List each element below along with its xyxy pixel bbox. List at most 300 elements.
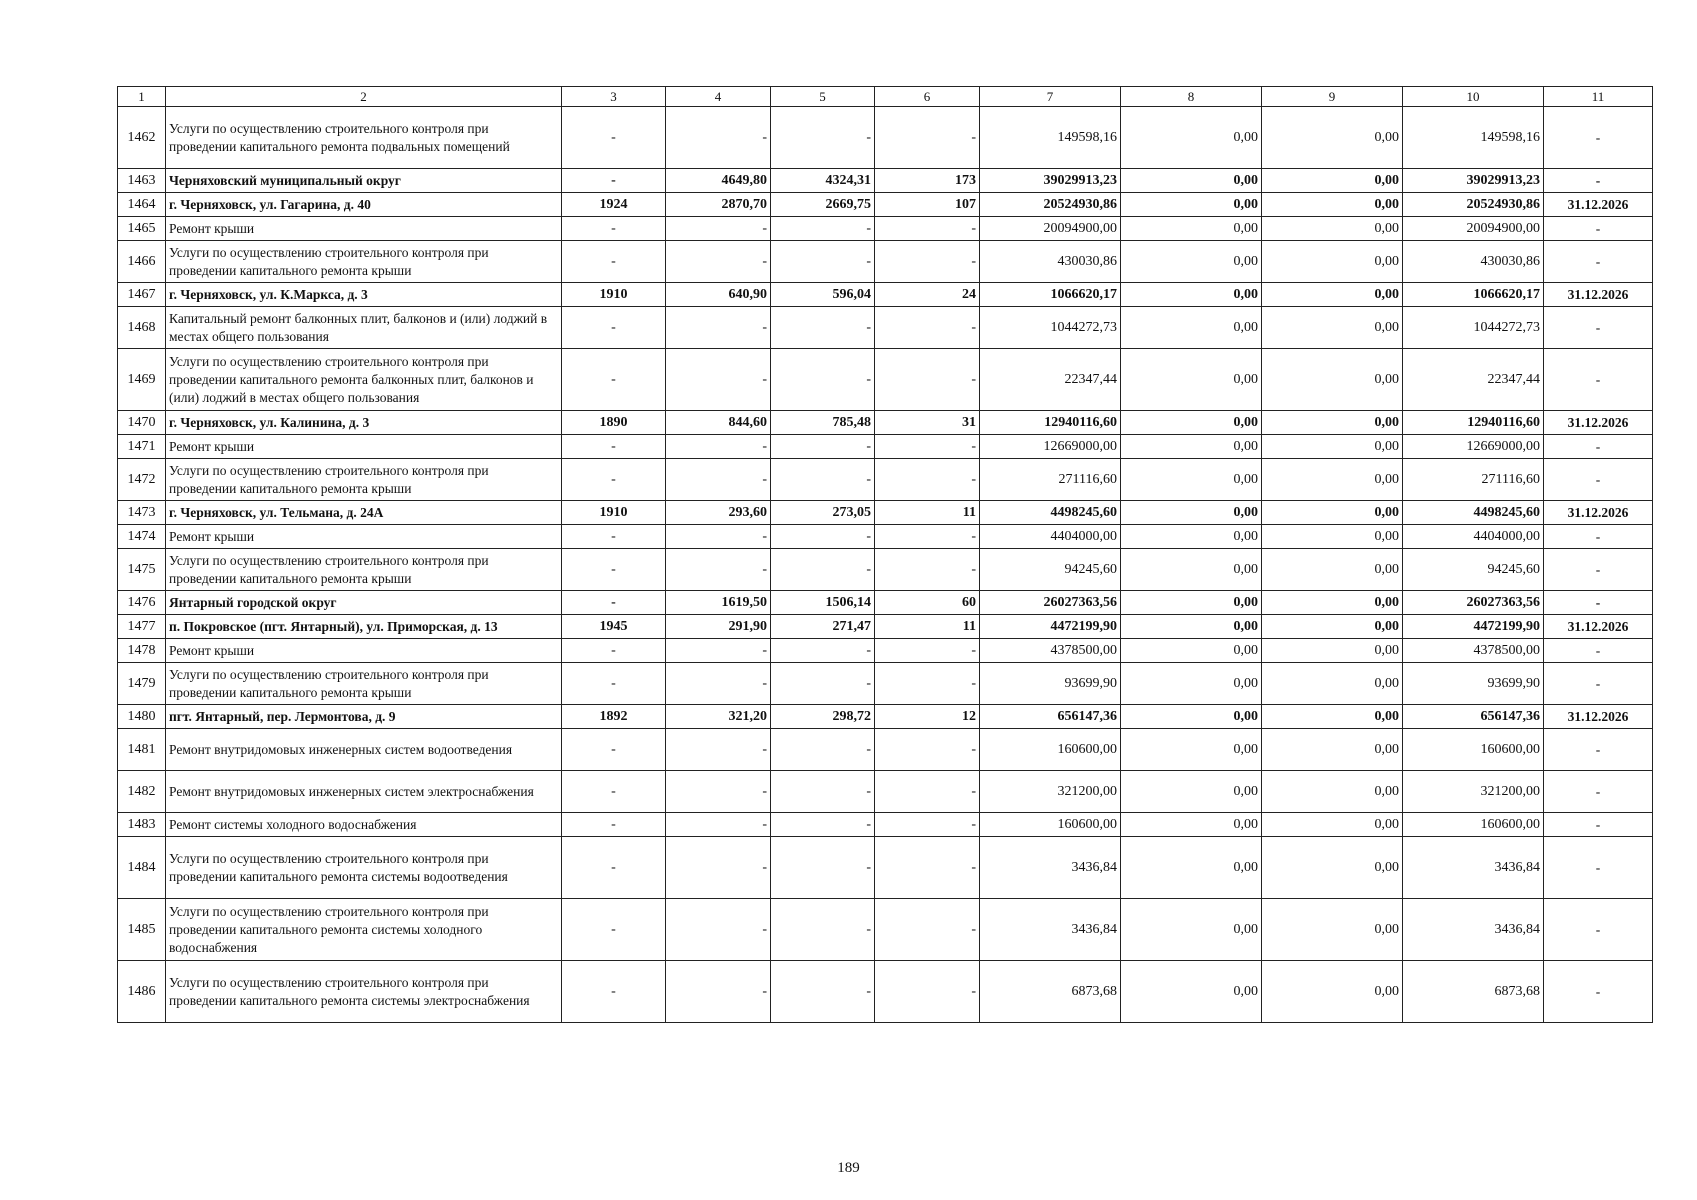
residents-count: -: [875, 729, 980, 771]
item-name: Ремонт крыши: [166, 525, 562, 549]
total-cost: 160600,00: [980, 729, 1121, 771]
build-year: 1910: [562, 283, 666, 307]
table-row: [118, 615, 1653, 639]
item-name: г. Черняховск, ул. К.Маркса, д. 3: [166, 283, 562, 307]
build-year: -: [562, 107, 666, 169]
row-number: 1462: [118, 107, 166, 169]
living-area: -: [771, 241, 875, 283]
residents-count: -: [875, 349, 980, 411]
table-row: [118, 899, 1653, 961]
living-area: -: [771, 307, 875, 349]
table-row: [118, 771, 1653, 813]
living-area: -: [771, 961, 875, 1023]
completion-date: -: [1544, 217, 1653, 241]
total-cost: 26027363,56: [980, 591, 1121, 615]
completion-date: 31.12.2026: [1544, 615, 1653, 639]
completion-date: -: [1544, 241, 1653, 283]
total-area: -: [666, 459, 771, 501]
total-area: -: [666, 837, 771, 899]
total-area: 4649,80: [666, 169, 771, 193]
completion-date: -: [1544, 771, 1653, 813]
item-name: Услуги по осуществлению строительного контроля при проведении капитального ремонта системы водоотведения: [166, 837, 562, 899]
residents-count: -: [875, 107, 980, 169]
living-area: 785,48: [771, 411, 875, 435]
column-number: 6: [875, 87, 980, 107]
build-year: -: [562, 459, 666, 501]
table-row: [118, 729, 1653, 771]
row-number: 1471: [118, 435, 166, 459]
completion-date: -: [1544, 435, 1653, 459]
row-number: 1470: [118, 411, 166, 435]
column-number: 4: [666, 87, 771, 107]
build-year: -: [562, 771, 666, 813]
row-number: 1479: [118, 663, 166, 705]
total-area: -: [666, 961, 771, 1023]
owner-funds: 1066620,17: [1403, 283, 1544, 307]
living-area: -: [771, 525, 875, 549]
row-number: 1467: [118, 283, 166, 307]
owner-funds: 93699,90: [1403, 663, 1544, 705]
fund-1: 0,00: [1121, 501, 1262, 525]
page-number: 189: [837, 1160, 860, 1176]
total-cost: 4404000,00: [980, 525, 1121, 549]
item-name: Ремонт внутридомовых инженерных систем водоотведения: [166, 729, 562, 771]
table-row: [118, 813, 1653, 837]
completion-date: 31.12.2026: [1544, 501, 1653, 525]
total-area: 2870,70: [666, 193, 771, 217]
fund-1: 0,00: [1121, 837, 1262, 899]
build-year: -: [562, 663, 666, 705]
living-area: 2669,75: [771, 193, 875, 217]
fund-1: 0,00: [1121, 349, 1262, 411]
build-year: -: [562, 217, 666, 241]
item-name: Услуги по осуществлению строительного контроля при проведении капитального ремонта крыши: [166, 459, 562, 501]
item-name: п. Покровское (пгт. Янтарный), ул. Приморская, д. 13: [166, 615, 562, 639]
row-number: 1473: [118, 501, 166, 525]
total-cost: 4472199,90: [980, 615, 1121, 639]
total-cost: 22347,44: [980, 349, 1121, 411]
owner-funds: 12669000,00: [1403, 435, 1544, 459]
owner-funds: 149598,16: [1403, 107, 1544, 169]
living-area: -: [771, 899, 875, 961]
residents-count: 60: [875, 591, 980, 615]
fund-1: 0,00: [1121, 591, 1262, 615]
owner-funds: 22347,44: [1403, 349, 1544, 411]
fund-1: 0,00: [1121, 549, 1262, 591]
residents-count: -: [875, 525, 980, 549]
total-cost: 20524930,86: [980, 193, 1121, 217]
fund-1: 0,00: [1121, 813, 1262, 837]
fund-1: 0,00: [1121, 705, 1262, 729]
row-number: 1484: [118, 837, 166, 899]
completion-date: -: [1544, 663, 1653, 705]
total-cost: 321200,00: [980, 771, 1121, 813]
table-row: [118, 663, 1653, 705]
completion-date: -: [1544, 639, 1653, 663]
item-name: пгт. Янтарный, пер. Лермонтова, д. 9: [166, 705, 562, 729]
fund-2: 0,00: [1262, 813, 1403, 837]
item-name: г. Черняховск, ул. Тельмана, д. 24А: [166, 501, 562, 525]
total-cost: 271116,60: [980, 459, 1121, 501]
fund-2: 0,00: [1262, 459, 1403, 501]
residents-count: -: [875, 549, 980, 591]
row-number: 1468: [118, 307, 166, 349]
fund-1: 0,00: [1121, 729, 1262, 771]
column-number-row: [118, 87, 1653, 107]
build-year: -: [562, 899, 666, 961]
row-number: 1472: [118, 459, 166, 501]
owner-funds: 321200,00: [1403, 771, 1544, 813]
owner-funds: 12940116,60: [1403, 411, 1544, 435]
row-number: 1486: [118, 961, 166, 1023]
total-area: -: [666, 349, 771, 411]
fund-2: 0,00: [1262, 639, 1403, 663]
table-row: [118, 435, 1653, 459]
residents-count: -: [875, 435, 980, 459]
table-row: [118, 169, 1653, 193]
residents-count: 24: [875, 283, 980, 307]
completion-date: -: [1544, 107, 1653, 169]
living-area: 298,72: [771, 705, 875, 729]
owner-funds: 430030,86: [1403, 241, 1544, 283]
table-row: [118, 591, 1653, 615]
fund-1: 0,00: [1121, 193, 1262, 217]
fund-1: 0,00: [1121, 899, 1262, 961]
build-year: -: [562, 307, 666, 349]
fund-2: 0,00: [1262, 899, 1403, 961]
fund-2: 0,00: [1262, 217, 1403, 241]
total-cost: 4378500,00: [980, 639, 1121, 663]
owner-funds: 3436,84: [1403, 837, 1544, 899]
residents-count: -: [875, 639, 980, 663]
owner-funds: 94245,60: [1403, 549, 1544, 591]
table-row: [118, 459, 1653, 501]
table-row: [118, 639, 1653, 663]
build-year: 1945: [562, 615, 666, 639]
item-name: г. Черняховск, ул. Гагарина, д. 40: [166, 193, 562, 217]
owner-funds: 160600,00: [1403, 729, 1544, 771]
table-row: [118, 549, 1653, 591]
row-number: 1465: [118, 217, 166, 241]
column-number: 7: [980, 87, 1121, 107]
fund-2: 0,00: [1262, 411, 1403, 435]
residents-count: 12: [875, 705, 980, 729]
fund-2: 0,00: [1262, 169, 1403, 193]
total-cost: 3436,84: [980, 837, 1121, 899]
total-cost: 94245,60: [980, 549, 1121, 591]
item-name: Услуги по осуществлению строительного контроля при проведении капитального ремонта балконных плит, балконов и (или) лоджий в местах общего пользования: [166, 349, 562, 411]
living-area: 271,47: [771, 615, 875, 639]
owner-funds: 20524930,86: [1403, 193, 1544, 217]
residents-count: 173: [875, 169, 980, 193]
completion-date: -: [1544, 899, 1653, 961]
residents-count: -: [875, 961, 980, 1023]
owner-funds: 4404000,00: [1403, 525, 1544, 549]
fund-2: 0,00: [1262, 525, 1403, 549]
total-area: -: [666, 899, 771, 961]
fund-2: 0,00: [1262, 107, 1403, 169]
total-area: -: [666, 241, 771, 283]
item-name: Ремонт крыши: [166, 217, 562, 241]
completion-date: -: [1544, 837, 1653, 899]
fund-1: 0,00: [1121, 663, 1262, 705]
total-area: -: [666, 435, 771, 459]
living-area: -: [771, 639, 875, 663]
completion-date: -: [1544, 169, 1653, 193]
completion-date: 31.12.2026: [1544, 705, 1653, 729]
completion-date: 31.12.2026: [1544, 283, 1653, 307]
fund-2: 0,00: [1262, 615, 1403, 639]
residents-count: -: [875, 459, 980, 501]
program-table: [117, 86, 1653, 1023]
completion-date: 31.12.2026: [1544, 411, 1653, 435]
row-number: 1475: [118, 549, 166, 591]
item-name: Ремонт системы холодного водоснабжения: [166, 813, 562, 837]
build-year: -: [562, 241, 666, 283]
total-cost: 39029913,23: [980, 169, 1121, 193]
total-area: -: [666, 307, 771, 349]
total-area: -: [666, 639, 771, 663]
table-row: [118, 107, 1653, 169]
fund-1: 0,00: [1121, 525, 1262, 549]
total-area: -: [666, 813, 771, 837]
residents-count: -: [875, 813, 980, 837]
total-area: -: [666, 217, 771, 241]
total-area: -: [666, 525, 771, 549]
total-cost: 20094900,00: [980, 217, 1121, 241]
row-number: 1483: [118, 813, 166, 837]
fund-1: 0,00: [1121, 307, 1262, 349]
fund-2: 0,00: [1262, 549, 1403, 591]
total-area: 1619,50: [666, 591, 771, 615]
total-area: -: [666, 771, 771, 813]
build-year: -: [562, 435, 666, 459]
living-area: -: [771, 771, 875, 813]
living-area: -: [771, 837, 875, 899]
total-area: 293,60: [666, 501, 771, 525]
total-area: 640,90: [666, 283, 771, 307]
table-row: [118, 307, 1653, 349]
column-number: 2: [166, 87, 562, 107]
residents-count: -: [875, 307, 980, 349]
owner-funds: 4378500,00: [1403, 639, 1544, 663]
table-row: [118, 349, 1653, 411]
column-number: 9: [1262, 87, 1403, 107]
completion-date: -: [1544, 525, 1653, 549]
fund-2: 0,00: [1262, 591, 1403, 615]
completion-date: -: [1544, 459, 1653, 501]
owner-funds: 20094900,00: [1403, 217, 1544, 241]
item-name: Услуги по осуществлению строительного контроля при проведении капитального ремонта системы холодного водоснабжения: [166, 899, 562, 961]
owner-funds: 39029913,23: [1403, 169, 1544, 193]
residents-count: -: [875, 899, 980, 961]
fund-1: 0,00: [1121, 241, 1262, 283]
row-number: 1466: [118, 241, 166, 283]
owner-funds: 656147,36: [1403, 705, 1544, 729]
total-cost: 3436,84: [980, 899, 1121, 961]
residents-count: 11: [875, 501, 980, 525]
row-number: 1476: [118, 591, 166, 615]
build-year: -: [562, 729, 666, 771]
build-year: 1924: [562, 193, 666, 217]
build-year: -: [562, 813, 666, 837]
fund-2: 0,00: [1262, 241, 1403, 283]
total-area: 321,20: [666, 705, 771, 729]
living-area: -: [771, 349, 875, 411]
owner-funds: 6873,68: [1403, 961, 1544, 1023]
table-row: [118, 837, 1653, 899]
row-number: 1482: [118, 771, 166, 813]
living-area: 596,04: [771, 283, 875, 307]
row-number: 1478: [118, 639, 166, 663]
living-area: -: [771, 813, 875, 837]
living-area: -: [771, 459, 875, 501]
total-area: -: [666, 663, 771, 705]
completion-date: -: [1544, 813, 1653, 837]
item-name: Янтарный городской округ: [166, 591, 562, 615]
column-number: 11: [1544, 87, 1653, 107]
fund-1: 0,00: [1121, 283, 1262, 307]
living-area: 1506,14: [771, 591, 875, 615]
total-cost: 656147,36: [980, 705, 1121, 729]
build-year: -: [562, 639, 666, 663]
fund-1: 0,00: [1121, 771, 1262, 813]
residents-count: -: [875, 771, 980, 813]
build-year: -: [562, 961, 666, 1023]
build-year: -: [562, 525, 666, 549]
table-row: [118, 501, 1653, 525]
living-area: -: [771, 435, 875, 459]
item-name: Черняховский муниципальный округ: [166, 169, 562, 193]
fund-2: 0,00: [1262, 771, 1403, 813]
total-area: 291,90: [666, 615, 771, 639]
fund-1: 0,00: [1121, 961, 1262, 1023]
item-name: Услуги по осуществлению строительного контроля при проведении капитального ремонта системы электроснабжения: [166, 961, 562, 1023]
fund-2: 0,00: [1262, 435, 1403, 459]
total-cost: 160600,00: [980, 813, 1121, 837]
build-year: -: [562, 549, 666, 591]
living-area: -: [771, 549, 875, 591]
completion-date: -: [1544, 349, 1653, 411]
item-name: Ремонт крыши: [166, 639, 562, 663]
item-name: Услуги по осуществлению строительного контроля при проведении капитального ремонта крыши: [166, 663, 562, 705]
fund-2: 0,00: [1262, 307, 1403, 349]
completion-date: -: [1544, 961, 1653, 1023]
row-number: 1474: [118, 525, 166, 549]
owner-funds: 4498245,60: [1403, 501, 1544, 525]
item-name: Услуги по осуществлению строительного контроля при проведении капитального ремонта крыши: [166, 241, 562, 283]
residents-count: 31: [875, 411, 980, 435]
fund-1: 0,00: [1121, 435, 1262, 459]
table-row: [118, 525, 1653, 549]
fund-1: 0,00: [1121, 615, 1262, 639]
build-year: -: [562, 591, 666, 615]
fund-2: 0,00: [1262, 837, 1403, 899]
table-row: [118, 193, 1653, 217]
total-cost: 1066620,17: [980, 283, 1121, 307]
fund-1: 0,00: [1121, 169, 1262, 193]
living-area: -: [771, 217, 875, 241]
total-cost: 1044272,73: [980, 307, 1121, 349]
residents-count: 107: [875, 193, 980, 217]
table-row: [118, 283, 1653, 307]
item-name: Ремонт внутридомовых инженерных систем электроснабжения: [166, 771, 562, 813]
completion-date: 31.12.2026: [1544, 193, 1653, 217]
owner-funds: 26027363,56: [1403, 591, 1544, 615]
owner-funds: 160600,00: [1403, 813, 1544, 837]
column-number: 10: [1403, 87, 1544, 107]
completion-date: -: [1544, 591, 1653, 615]
owner-funds: 4472199,90: [1403, 615, 1544, 639]
fund-1: 0,00: [1121, 459, 1262, 501]
fund-2: 0,00: [1262, 663, 1403, 705]
row-number: 1485: [118, 899, 166, 961]
row-number: 1481: [118, 729, 166, 771]
completion-date: -: [1544, 549, 1653, 591]
table-row: [118, 961, 1653, 1023]
table-row: [118, 705, 1653, 729]
build-year: 1910: [562, 501, 666, 525]
item-name: г. Черняховск, ул. Калинина, д. 3: [166, 411, 562, 435]
column-number: 8: [1121, 87, 1262, 107]
completion-date: -: [1544, 729, 1653, 771]
row-number: 1477: [118, 615, 166, 639]
owner-funds: 271116,60: [1403, 459, 1544, 501]
fund-1: 0,00: [1121, 107, 1262, 169]
column-number: 5: [771, 87, 875, 107]
fund-2: 0,00: [1262, 283, 1403, 307]
owner-funds: 3436,84: [1403, 899, 1544, 961]
living-area: -: [771, 729, 875, 771]
table-row: [118, 217, 1653, 241]
living-area: 4324,31: [771, 169, 875, 193]
row-number: 1469: [118, 349, 166, 411]
total-area: -: [666, 549, 771, 591]
fund-1: 0,00: [1121, 639, 1262, 663]
fund-2: 0,00: [1262, 705, 1403, 729]
owner-funds: 1044272,73: [1403, 307, 1544, 349]
column-number: 3: [562, 87, 666, 107]
item-name: Услуги по осуществлению строительного контроля при проведении капитального ремонта подвальных помещений: [166, 107, 562, 169]
row-number: 1463: [118, 169, 166, 193]
living-area: 273,05: [771, 501, 875, 525]
fund-2: 0,00: [1262, 501, 1403, 525]
total-area: -: [666, 107, 771, 169]
fund-2: 0,00: [1262, 961, 1403, 1023]
completion-date: -: [1544, 307, 1653, 349]
total-cost: 6873,68: [980, 961, 1121, 1023]
table-row: [118, 411, 1653, 435]
total-area: 844,60: [666, 411, 771, 435]
row-number: 1480: [118, 705, 166, 729]
build-year: 1892: [562, 705, 666, 729]
build-year: -: [562, 349, 666, 411]
residents-count: -: [875, 217, 980, 241]
total-cost: 430030,86: [980, 241, 1121, 283]
fund-2: 0,00: [1262, 729, 1403, 771]
fund-2: 0,00: [1262, 193, 1403, 217]
total-cost: 93699,90: [980, 663, 1121, 705]
build-year: 1890: [562, 411, 666, 435]
living-area: -: [771, 107, 875, 169]
fund-1: 0,00: [1121, 411, 1262, 435]
table-row: [118, 241, 1653, 283]
item-name: Капитальный ремонт балконных плит, балконов и (или) лоджий в местах общего пользования: [166, 307, 562, 349]
residents-count: -: [875, 663, 980, 705]
total-cost: 4498245,60: [980, 501, 1121, 525]
total-cost: 12669000,00: [980, 435, 1121, 459]
fund-2: 0,00: [1262, 349, 1403, 411]
